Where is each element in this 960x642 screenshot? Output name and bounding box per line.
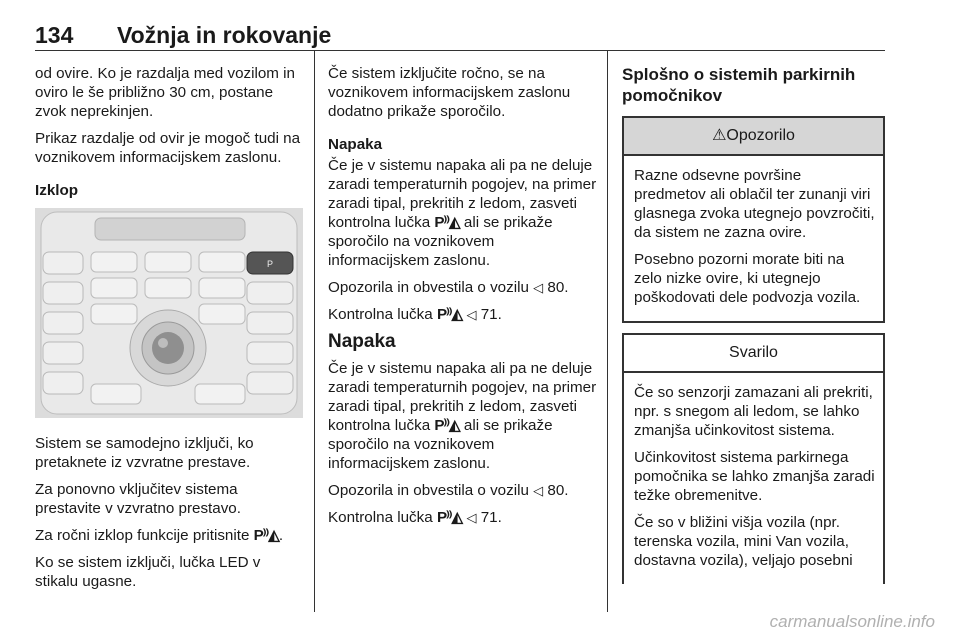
park-assist-icon: P⁾⁾◭	[434, 417, 460, 434]
section-title-parking: Splošno o sistemih parkirnih pomočnikov	[622, 65, 856, 105]
warning-label: Opozorilo	[726, 127, 795, 144]
section-title-napaka: Napaka	[328, 331, 396, 352]
paragraph: Opozorila in obvestila o vozilu ◁ 80.	[328, 482, 569, 499]
paragraph: od ovire. Ko je razdalja med vozilom in oviro le še približno 30 cm, postane zvok neprekinjen.	[35, 65, 295, 120]
paragraph: Za ročni izklop funkcije pritisnite P⁾⁾◭.	[35, 527, 284, 544]
reference-arrow-icon: ◁	[533, 280, 544, 295]
control-panel-photo	[35, 208, 303, 418]
page-header	[35, 22, 885, 52]
paragraph: Kontrolna lučka P⁾⁾◭ ◁ 71.	[328, 306, 502, 323]
column-3	[622, 64, 885, 594]
subheading-napaka: Napaka	[328, 136, 383, 153]
park-assist-icon: P⁾⁾◭	[434, 214, 460, 231]
park-assist-icon: P⁾⁾◭	[253, 527, 279, 544]
warning-header	[624, 118, 883, 156]
paragraph: Če so senzorji zamazani ali prekriti, npr. s snegom ali ledom, se lahko zmanjša učinkovitost sistema.	[634, 384, 873, 439]
paragraph: Če je v sistemu napaka ali pa ne deluje zaradi temperaturnih pogojev, na primer zaradi tipal, prekritih z ledom, zasveti kontrolna lučka P⁾⁾◭ ali se prikaže sporočilo na voznikovem informacijskem zaslonu.	[328, 360, 597, 472]
paragraph: Če sistem izključite ročno, se na voznikovem informacijskem zaslonu dodatno prikaže sporočilo.	[328, 65, 571, 120]
text: Za ročni izklop funkcije pritisnite	[35, 527, 250, 544]
paragraph: Če je v sistemu napaka ali pa ne deluje zaradi temperaturnih pogojev, na primer zaradi tipal, prekritih z ledom, zasveti kontrolna lučka P⁾⁾◭ ali se prikaže sporočilo na voznikovem informacijskem zaslonu.	[328, 157, 597, 269]
paragraph: Prikaz razdalje od ovir je mogoč tudi na voznikovem informacijskem zaslonu.	[35, 130, 301, 166]
column-1	[35, 64, 303, 599]
paragraph: Učinkovitost sistema parkirnega pomočnika se lahko zmanjša zaradi težke obremenitve.	[634, 449, 875, 504]
paragraph: Kontrolna lučka P⁾⁾◭ ◁ 71.	[328, 509, 502, 526]
paragraph: Za ponovno vključitev sistema prestavite v vzvratno prestavo.	[35, 481, 241, 517]
paragraph: Sistem se samodejno izključi, ko pretaknete iz vzvratne prestave.	[35, 435, 254, 471]
watermark: carmanualsonline.info	[769, 612, 935, 631]
park-assist-icon: P⁾⁾◭	[436, 509, 463, 526]
column-divider	[607, 50, 608, 612]
caution-box	[622, 333, 885, 584]
park-assist-button-label: P	[266, 259, 274, 269]
reference-arrow-icon: ◁	[466, 510, 477, 525]
page-number: 134	[35, 22, 74, 48]
paragraph: Posebno pozorni morate biti na zelo nizke ovire, ki utegnejo poškodovati dele podvozja vozila.	[634, 251, 861, 306]
caution-header: Svarilo	[624, 335, 883, 373]
header-rule	[35, 50, 885, 51]
paragraph: Ko se sistem izključi, lučka LED v stikalu ugasne.	[35, 554, 261, 590]
column-divider	[314, 50, 315, 612]
warning-triangle-icon: ⚠	[712, 127, 727, 144]
reference-arrow-icon: ◁	[466, 307, 477, 322]
paragraph: Razne odsevne površine predmetov ali oblačil ter zunanji viri glasnega zvoka utegnejo povzročiti, da sistem ne zazna ovire.	[634, 167, 875, 241]
reference-arrow-icon: ◁	[533, 483, 544, 498]
paragraph: Opozorila in obvestila o vozilu ◁ 80.	[328, 279, 569, 296]
paragraph: Če so v bližini višja vozila (npr. terenska vozila, mini Van vozila, dostavna vozila), veljajo posebni	[634, 514, 853, 569]
subheading-izklop: Izklop	[35, 182, 79, 199]
chapter-title: Vožnja in rokovanje	[117, 22, 332, 48]
warning-box	[622, 116, 885, 323]
column-2	[328, 64, 598, 535]
park-assist-icon: P⁾⁾◭	[436, 306, 463, 323]
